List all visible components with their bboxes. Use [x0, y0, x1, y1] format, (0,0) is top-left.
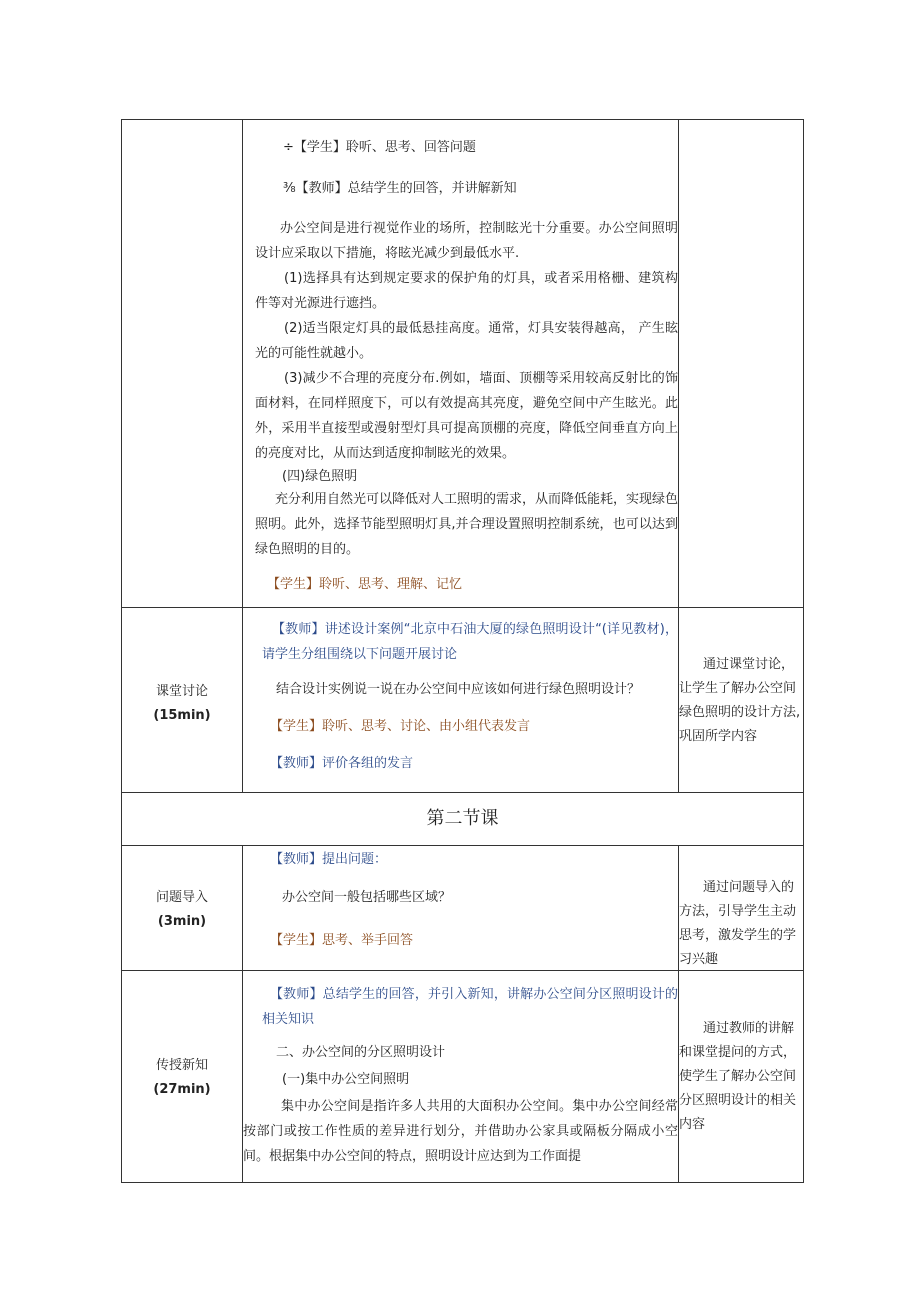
open-office-heading: (一)集中办公空间照明	[282, 1072, 410, 1087]
intro-goal: 通过问题导入的方法，引导学生主动思考，激发学生的学习兴趣	[679, 880, 797, 967]
discussion-question: 结合设计实例说一说在办公空间中应该如何进行绿色照明设计？	[276, 682, 641, 697]
column-divider	[242, 119, 243, 792]
intro-time: (3min)	[157, 914, 207, 929]
section-title: 第二节课	[426, 808, 499, 829]
newknowledge-goal: 通过教师的讲解和课堂提问的方式，使学生了解办公空间分区照明设计的相关内容	[679, 1021, 797, 1132]
student-activity-line: ÷【学生】聆听、思考、回答问题	[283, 140, 476, 155]
newknowledge-label: 传授新知	[155, 1058, 208, 1073]
intro-student-activity: 【学生】思考、举手回答	[270, 933, 414, 948]
row-divider	[121, 792, 804, 793]
intro-label: 问题导入	[155, 890, 208, 905]
zoning-heading: 二、办公空间的分区照明设计	[276, 1045, 446, 1060]
newknowledge-label-block	[122, 1057, 242, 1099]
glare-measure-2: (2)适当限定灯具的最低悬挂高度。通常，灯具安装得越高， 产生眩光的可能性就越小。	[255, 321, 678, 361]
green-lighting-paragraph: 充分利用自然光可以降低对人工照明的需求，从而降低能耗，实现绿色照明。此外，选择节能型照明灯具,并合理设置照明控制系统，也可以达到绿色照明的目的。	[255, 492, 679, 557]
discussion-student-activity: 【学生】聆听、思考、讨论、由小组代表发言	[270, 719, 531, 734]
row-divider	[121, 845, 804, 846]
intro-teacher-question: 【教师】提出问题：	[270, 852, 388, 867]
newknowledge-time: (27min)	[153, 1082, 211, 1097]
teacher-activity-line: ⅜【教师】总结学生的回答，并讲解新知	[283, 181, 517, 196]
glare-intro-paragraph: 办公空间是进行视觉作业的场所，控制眩光十分重要。办公空间照明设计应采取以下措施，将眩光减少到最低水平.	[255, 221, 678, 261]
discussion-teacher-evaluation: 【教师】评价各组的发言	[270, 756, 414, 771]
discussion-teacher-intro: 【教师】讲述设计案例“北京中石油大厦的绿色照明设计“(详见教材)，请学生分组围绕以下问题开展讨论	[262, 622, 678, 662]
student-activity-summary: 【学生】聆听、思考、理解、记忆	[267, 577, 463, 592]
glare-measure-1: (1)选择具有达到规定要求的保护角的灯具，或者采用格栅、建筑构件等对光源进行遮挡。	[255, 271, 678, 311]
discussion-label-block	[122, 683, 242, 725]
glare-measure-3: (3)减少不合理的亮度分布.例如，墙面、顶棚等采用较高反射比的饰面材料，在同样照度下，可以有效提高其亮度，避免空间中产生眩光。此外，采用半直接型或漫射型灯具可提高顶棚的亮度，降低空间垂直方向上的亮度对比，从而达到适度抑制眩光的效果。	[255, 371, 678, 461]
open-office-paragraph: 集中办公空间是指许多人共用的大面积办公空间。集中办公空间经常按部门或按工作性质的差异进行划分，并借助办公家具或隔板分隔成小空间。根据集中办公空间的特点，照明设计应达到为工作面提	[243, 1099, 678, 1164]
intro-question: 办公空间一般包括哪些区域？	[282, 890, 452, 905]
intro-label-block	[122, 889, 242, 931]
discussion-time: (15min)	[153, 708, 211, 723]
newknowledge-teacher-intro: 【教师】总结学生的回答，并引入新知，讲解办公空间分区照明设计的相关知识	[262, 987, 678, 1027]
row-divider	[121, 607, 804, 608]
discussion-label: 课堂讨论	[155, 684, 208, 699]
discussion-goal: 通过课堂讨论，让学生了解办公空间绿色照明的设计方法,巩固所学内容	[679, 657, 801, 744]
green-lighting-heading: (四)绿色照明	[282, 469, 358, 484]
